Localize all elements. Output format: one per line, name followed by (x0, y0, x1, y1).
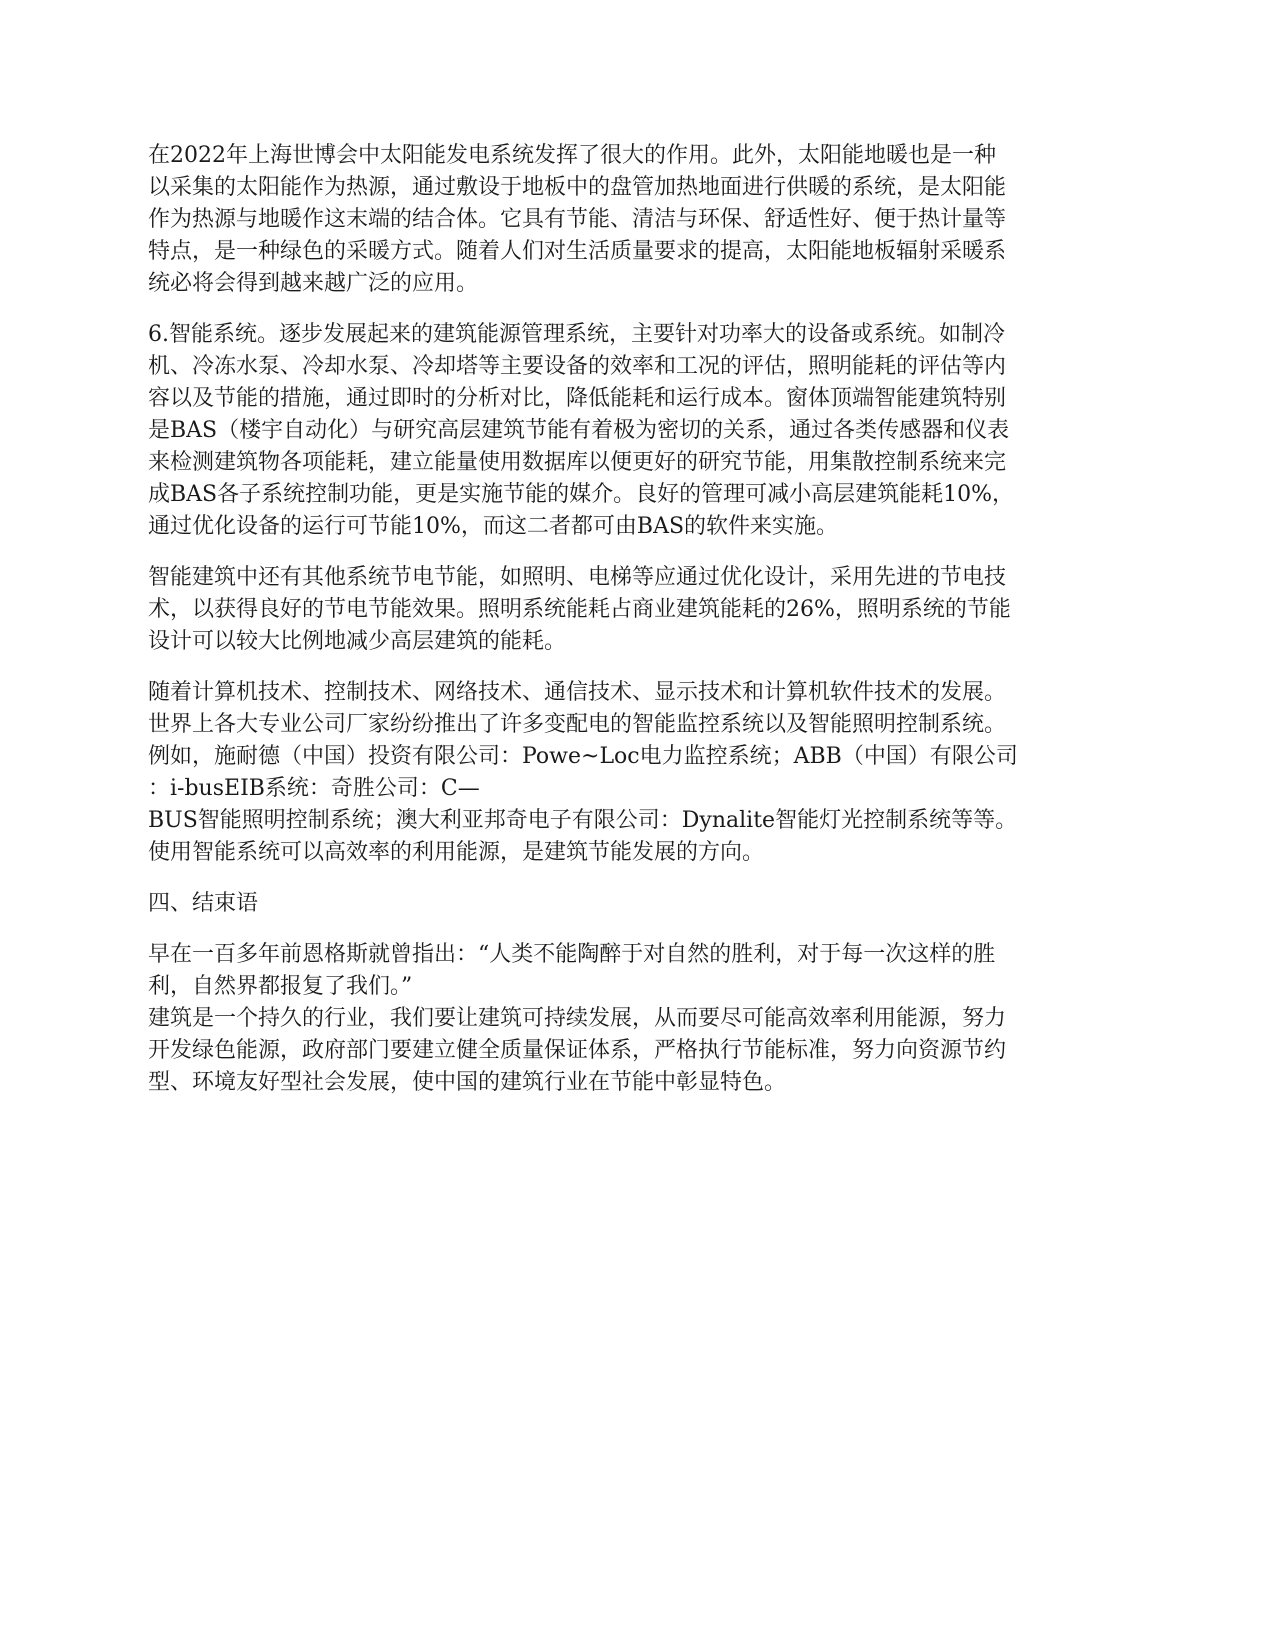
paragraph-power-saving (148, 562, 1130, 658)
text-line: 例如，施耐德（中国）投资有限公司：Powe~Loc电力监控系统；ABB（中国）有限公司 (148, 744, 1018, 769)
paragraph-intelligent-system (148, 319, 1130, 543)
text-line: 来检测建筑物各项能耗，建立能量使用数据库以便更好的研究节能，用集散控制系统来完 (148, 450, 1007, 475)
text-line: 在2022年上海世博会中太阳能发电系统发挥了很大的作用。此外，太阳能地暖也是一种 (148, 143, 996, 168)
text-line: ：i-busEIB系统：奇胜公司：C— (148, 776, 480, 801)
text-line: 使用智能系统可以高效率的利用能源，是建筑节能发展的方向。 (148, 840, 765, 865)
text-line: BUS智能照明控制系统；澳大利亚邦奇电子有限公司：Dynalite智能灯光控制系统等等。 (148, 808, 1018, 833)
text-line: 以采集的太阳能作为热源，通过敷设于地板中的盘管加热地面进行供暖的系统，是太阳能 (148, 175, 1007, 200)
text-line: 是BAS（楼宇自动化）与研究高层建筑节能有着极为密切的关系，通过各类传感器和仪表 (148, 418, 1010, 443)
paragraph-solar-heating (148, 140, 1130, 300)
paragraph-monitoring-systems (148, 677, 1130, 869)
section-heading-conclusion (148, 888, 1130, 920)
text-line: 设计可以较大比例地减少高层建筑的能耗。 (148, 629, 567, 654)
text-line: 型、环境友好型社会发展，使中国的建筑行业在节能中彰显特色。 (148, 1070, 787, 1095)
heading-text: 四、结束语 (148, 891, 259, 916)
text-line: 世界上各大专业公司厂家纷纷推出了许多变配电的智能监控系统以及智能照明控制系统。 (148, 712, 1007, 737)
text-line: 建筑是一个持久的行业，我们要让建筑可持续发展，从而要尽可能高效率利用能源，努力 (148, 1006, 1007, 1031)
document-page (148, 140, 1130, 1118)
paragraph-sustainable-building (148, 1003, 1130, 1099)
text-line: 作为热源与地暖作这末端的结合体。它具有节能、清洁与环保、舒适性好、便于热计量等 (148, 207, 1007, 232)
text-line: 特点，是一种绿色的采暖方式。随着人们对生活质量要求的提高，太阳能地板辐射采暖系 (148, 239, 1007, 264)
text-line: 早在一百多年前恩格斯就曾指出：“人类不能陶醉于对自然的胜利，对于每一次这样的胜 (148, 942, 996, 967)
text-line: 通过优化设备的运行可节能10%，而这二者都可由BAS的软件来实施。 (148, 514, 839, 539)
text-line: 开发绿色能源，政府部门要建立健全质量保证体系，严格执行节能标准，努力向资源节约 (148, 1038, 1007, 1063)
text-line: 成BAS各子系统控制功能，更是实施节能的媒介。良好的管理可减小高层建筑能耗10%， (148, 482, 1015, 507)
text-line: 术，以获得良好的节电节能效果。照明系统能耗占商业建筑能耗的26%，照明系统的节能 (148, 597, 1011, 622)
text-line: 智能建筑中还有其他系统节电节能，如照明、电梯等应通过优化设计，采用先进的节电技 (148, 565, 1007, 590)
text-line: 统必将会得到越来越广泛的应用。 (148, 271, 479, 296)
text-line: 随着计算机技术、控制技术、网络技术、通信技术、显示技术和计算机软件技术的发展。 (148, 680, 1007, 705)
text-line: 6.智能系统。逐步发展起来的建筑能源管理系统，主要针对功率大的设备或系统。如制冷 (148, 322, 1005, 347)
text-line: 利，自然界都报复了我们。” (148, 974, 413, 999)
text-line: 机、冷冻水泵、冷却水泵、冷却塔等主要设备的效率和工况的评估，照明能耗的评估等内 (148, 354, 1007, 379)
text-line: 容以及节能的措施，通过即时的分析对比，降低能耗和运行成本。窗体顶端智能建筑特别 (148, 386, 1007, 411)
paragraph-engels-quote (148, 939, 1130, 1003)
